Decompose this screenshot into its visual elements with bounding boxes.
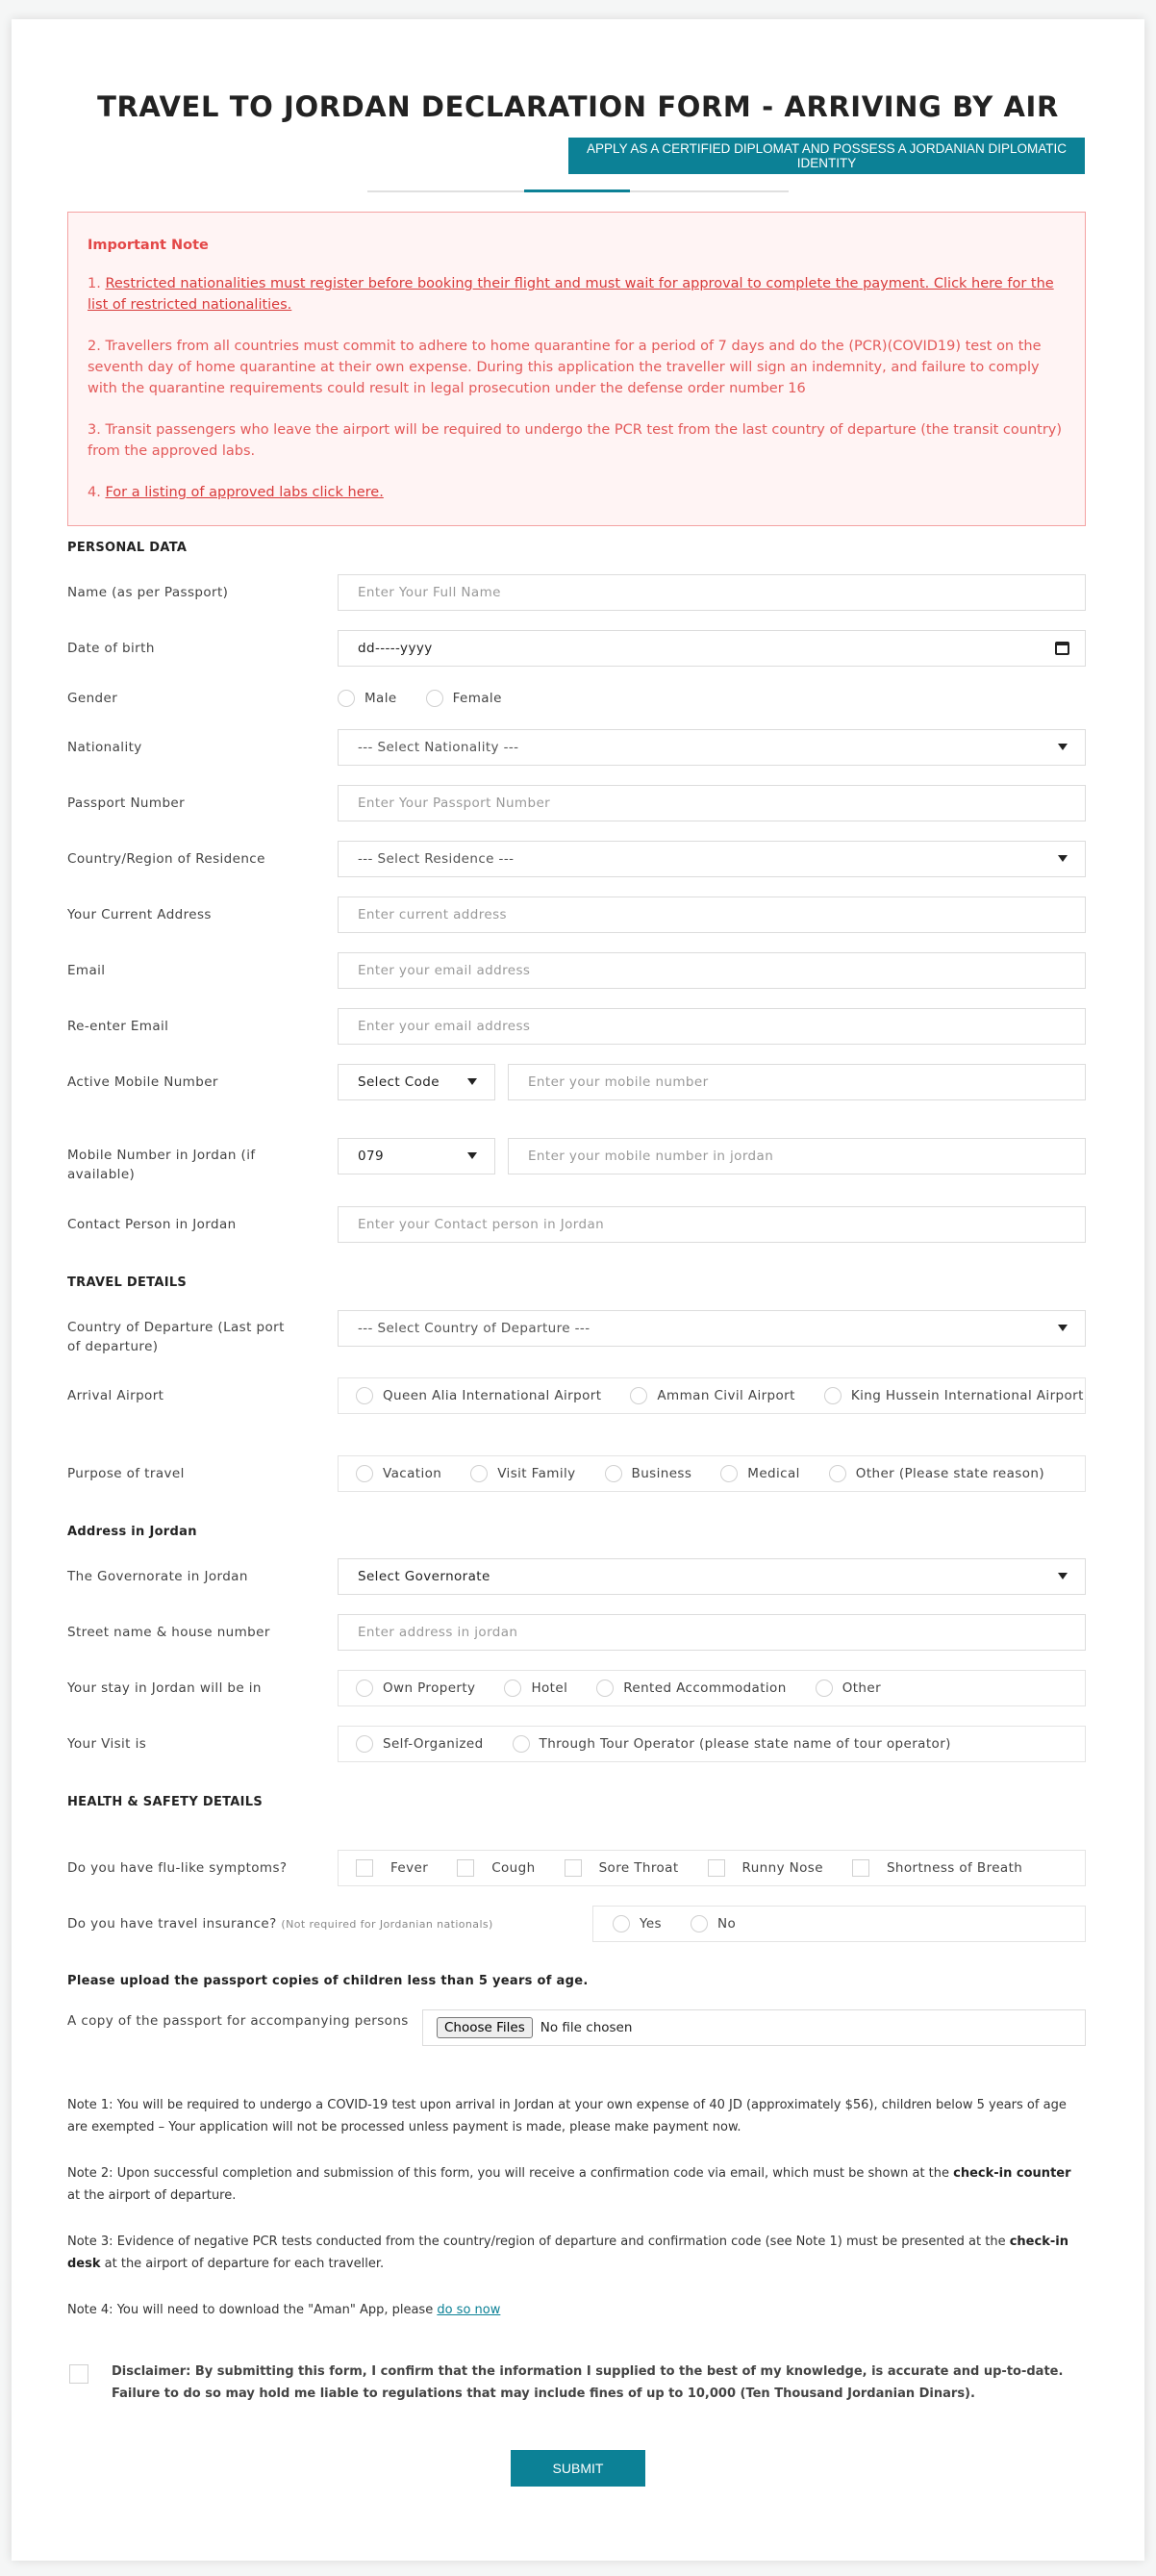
radio-circle-icon[interactable] — [613, 1915, 630, 1932]
purpose-visit-family-radio[interactable]: Visit Family — [470, 1465, 575, 1482]
important-note-title: Important Note — [88, 238, 209, 253]
choose-files-button[interactable]: Choose Files — [437, 2017, 533, 2038]
symptoms-options — [338, 1850, 1086, 1886]
radio-circle-icon[interactable] — [720, 1465, 738, 1482]
chevron-down-icon — [1058, 744, 1068, 750]
radio-circle-icon[interactable] — [356, 1679, 373, 1697]
note-item-3: 3. Transit passengers who leave the airport will be required to undergo the PCR test from the last country of departure (the transit country) from the approved labs. — [88, 422, 1063, 459]
purpose-vacation-radio[interactable]: Vacation — [356, 1465, 441, 1482]
upload-label: A copy of the passport for accompanying persons — [67, 2013, 409, 2029]
submit-button[interactable]: SUBMIT — [511, 2450, 645, 2487]
note-4: Note 4: You will need to download the "Aman" App, please do so now — [67, 2303, 501, 2317]
radio-circle-icon[interactable] — [356, 1735, 373, 1753]
note-3: Note 3: Evidence of negative PCR tests conducted from the country/region of departure and confirmation code (see Note 1) must be presented at the check-in desk at the airport of departure for each traveller. — [67, 2235, 1068, 2271]
approved-labs-link[interactable]: For a listing of approved labs click here. — [105, 485, 384, 500]
reenter-email-label: Re-enter Email — [67, 1019, 169, 1034]
full-name-input[interactable] — [338, 574, 1086, 611]
radio-circle-icon[interactable] — [630, 1387, 647, 1404]
passport-label: Passport Number — [67, 796, 186, 811]
stay-label: Your stay in Jordan will be in — [67, 1680, 262, 1696]
street-address-input[interactable] — [338, 1614, 1086, 1651]
note-item-1: 1. Restricted nationalities must register before booking their flight and must wait for approval to complete the payment. Click here for the list of restricted nationalities. — [88, 276, 1054, 313]
airport-king-hussein-radio[interactable]: King Hussein International Airport — [824, 1387, 1084, 1404]
dob-label: Date of birth — [67, 641, 155, 656]
address-jordan-heading: Address in Jordan — [67, 1525, 197, 1539]
mobile-label: Active Mobile Number — [67, 1074, 218, 1090]
restricted-nationalities-link[interactable]: Restricted nationalities must register before booking their flight and must wait for approval to complete the payment. Click here for the list of restricted nationalities. — [88, 276, 1054, 313]
gender-options — [338, 680, 531, 717]
name-label: Name (as per Passport) — [67, 585, 229, 600]
radio-circle-icon[interactable] — [470, 1465, 488, 1482]
contact-person-input[interactable] — [338, 1206, 1086, 1243]
nationality-select[interactable]: --- Select Nationality --- — [338, 729, 1086, 766]
nationality-label: Nationality — [67, 740, 142, 755]
radio-circle-icon[interactable] — [824, 1387, 842, 1404]
radio-circle-icon[interactable] — [816, 1679, 833, 1697]
email-input[interactable] — [338, 952, 1086, 989]
stay-options — [338, 1670, 1086, 1706]
residence-select[interactable]: --- Select Residence --- — [338, 841, 1086, 877]
insurance-no-radio[interactable]: No — [691, 1915, 736, 1932]
chevron-down-icon — [467, 1152, 477, 1159]
mobile-code-select[interactable]: Select Code — [338, 1064, 495, 1100]
radio-circle-icon[interactable] — [338, 690, 355, 707]
diplomat-apply-button[interactable]: APPLY AS A CERTIFIED DIPLOMAT AND POSSESS A JORDANIAN DIPLOMATIC IDENTITY — [568, 138, 1085, 174]
purpose-other-radio[interactable]: Other (Please state reason) — [829, 1465, 1044, 1482]
insurance-options — [592, 1906, 1086, 1942]
calendar-icon[interactable] — [1055, 642, 1069, 655]
insurance-note: (Not required for Jordanian nationals) — [281, 1918, 493, 1931]
health-safety-heading: HEALTH & SAFETY DETAILS — [67, 1795, 264, 1809]
stay-own-property-radio[interactable]: Own Property — [356, 1679, 475, 1697]
page-title: TRAVEL TO JORDAN DECLARATION FORM - ARRIVING BY AIR — [97, 90, 1059, 123]
chevron-down-icon — [467, 1078, 477, 1085]
note-2: Note 2: Upon successful completion and submission of this form, you will receive a confirmation code via email, which must be shown at the check-in counter at the airport of departure. — [67, 2166, 1071, 2203]
gender-female-radio[interactable]: Female — [426, 690, 502, 707]
insurance-yes-radio[interactable]: Yes — [613, 1915, 662, 1932]
radio-circle-icon[interactable] — [513, 1735, 530, 1753]
purpose-label: Purpose of travel — [67, 1466, 185, 1481]
progress-indicator — [524, 189, 630, 192]
disclaimer-text: Disclaimer: By submitting this form, I confirm that the information I supplied to the best of my knowledge, is accurate and up-to-date. Failure to do so may hold me liable to regulations that may include fines of up to 10,000 (Ten Thousand Jordanian Dinars). — [112, 2364, 1064, 2401]
visit-label: Your Visit is — [67, 1736, 147, 1752]
departure-label: Country of Departure (Last port of departure) — [67, 1320, 285, 1354]
form-card — [12, 19, 1144, 2561]
symptom-cough-checkbox[interactable]: Cough — [457, 1859, 535, 1877]
symptom-sore-throat-checkbox[interactable]: Sore Throat — [565, 1859, 679, 1877]
residence-label: Country/Region of Residence — [67, 851, 265, 867]
important-note-box — [67, 212, 1086, 526]
radio-circle-icon[interactable] — [596, 1679, 614, 1697]
stay-hotel-radio[interactable]: Hotel — [504, 1679, 567, 1697]
symptom-shortness-breath-checkbox[interactable]: Shortness of Breath — [852, 1859, 1022, 1877]
current-address-label: Your Current Address — [67, 907, 212, 922]
note-1: Note 1: You will be required to undergo a COVID-19 test upon arrival in Jordan at your own expense of 40 JD (approximately $56), children below 5 years of age are exempted – Your application will not be processed unless payment is made, please make payment now. — [67, 2098, 1067, 2134]
note-item-4: 4. For a listing of approved labs click here. — [88, 485, 384, 500]
checkbox-icon[interactable] — [356, 1859, 373, 1877]
stay-rented-radio[interactable]: Rented Accommodation — [596, 1679, 786, 1697]
governorate-label: The Governorate in Jordan — [67, 1569, 248, 1584]
radio-circle-icon[interactable] — [504, 1679, 521, 1697]
chevron-down-icon — [1058, 855, 1068, 862]
purpose-medical-radio[interactable]: Medical — [720, 1465, 800, 1482]
purpose-options — [338, 1455, 1086, 1492]
governorate-select[interactable]: Select Governorate — [338, 1558, 1086, 1595]
passport-upload-field[interactable] — [422, 2009, 1086, 2046]
chevron-down-icon — [1058, 1325, 1068, 1331]
radio-circle-icon[interactable] — [356, 1465, 373, 1482]
checkbox-icon[interactable] — [457, 1859, 474, 1877]
travel-details-heading: TRAVEL DETAILS — [67, 1275, 188, 1290]
contact-person-label: Contact Person in Jordan — [67, 1217, 237, 1232]
purpose-business-radio[interactable]: Business — [605, 1465, 692, 1482]
visit-self-organized-radio[interactable]: Self-Organized — [356, 1735, 484, 1753]
airport-amman-civil-radio[interactable]: Amman Civil Airport — [630, 1387, 794, 1404]
disclaimer-checkbox[interactable] — [69, 2364, 88, 2384]
street-label: Street name & house number — [67, 1625, 270, 1640]
upload-heading: Please upload the passport copies of children less than 5 years of age. — [67, 1974, 589, 1988]
arrival-airport-label: Arrival Airport — [67, 1388, 164, 1403]
email-label: Email — [67, 963, 106, 978]
radio-circle-icon[interactable] — [356, 1387, 373, 1404]
checkbox-icon[interactable] — [852, 1859, 869, 1877]
current-address-input[interactable] — [338, 897, 1086, 933]
radio-circle-icon[interactable] — [426, 690, 443, 707]
mobile-number-input[interactable] — [508, 1064, 1086, 1100]
dob-input[interactable]: dd-----yyyy — [338, 630, 1086, 667]
download-aman-link[interactable]: do so now — [437, 2303, 501, 2317]
radio-circle-icon[interactable] — [605, 1465, 622, 1482]
symptom-fever-checkbox[interactable]: Fever — [356, 1859, 428, 1877]
jordan-code-select[interactable]: 079 — [338, 1138, 495, 1174]
passport-number-input[interactable] — [338, 785, 1086, 821]
symptoms-label: Do you have flu-like symptoms? — [67, 1860, 288, 1876]
arrival-airport-options — [338, 1377, 1086, 1414]
reenter-email-input[interactable] — [338, 1008, 1086, 1045]
stay-other-radio[interactable]: Other — [816, 1679, 881, 1697]
departure-select[interactable]: --- Select Country of Departure --- — [338, 1310, 1086, 1347]
jordan-mobile-label: Mobile Number in Jordan (if available) — [67, 1148, 256, 1182]
visit-tour-operator-radio[interactable]: Through Tour Operator (please state name of tour operator) — [513, 1735, 951, 1753]
checkbox-icon[interactable] — [708, 1859, 725, 1877]
no-file-text: No file chosen — [540, 2020, 633, 2035]
note-item-2: 2. Travellers from all countries must commit to adhere to home quarantine for a period of 7 days and do the (PCR)(COVID19) test on the seventh day of home quarantine at their own expense. During this application the traveller will sign an indemnity, and failure to comply with the quarantine requirements could result in legal prosecution under the defense order number 16 — [88, 339, 1042, 396]
personal-data-heading: PERSONAL DATA — [67, 541, 188, 555]
airport-queen-alia-radio[interactable]: Queen Alia International Airport — [356, 1387, 601, 1404]
checkbox-icon[interactable] — [565, 1859, 582, 1877]
symptom-runny-nose-checkbox[interactable]: Runny Nose — [708, 1859, 823, 1877]
chevron-down-icon — [1058, 1573, 1068, 1579]
gender-label: Gender — [67, 691, 118, 706]
radio-circle-icon[interactable] — [691, 1915, 708, 1932]
radio-circle-icon[interactable] — [829, 1465, 846, 1482]
jordan-mobile-input[interactable] — [508, 1138, 1086, 1174]
gender-male-radio[interactable]: Male — [338, 690, 397, 707]
insurance-label: Do you have travel insurance? (Not required for Jordanian nationals) — [67, 1916, 493, 1932]
visit-options — [338, 1726, 1086, 1762]
